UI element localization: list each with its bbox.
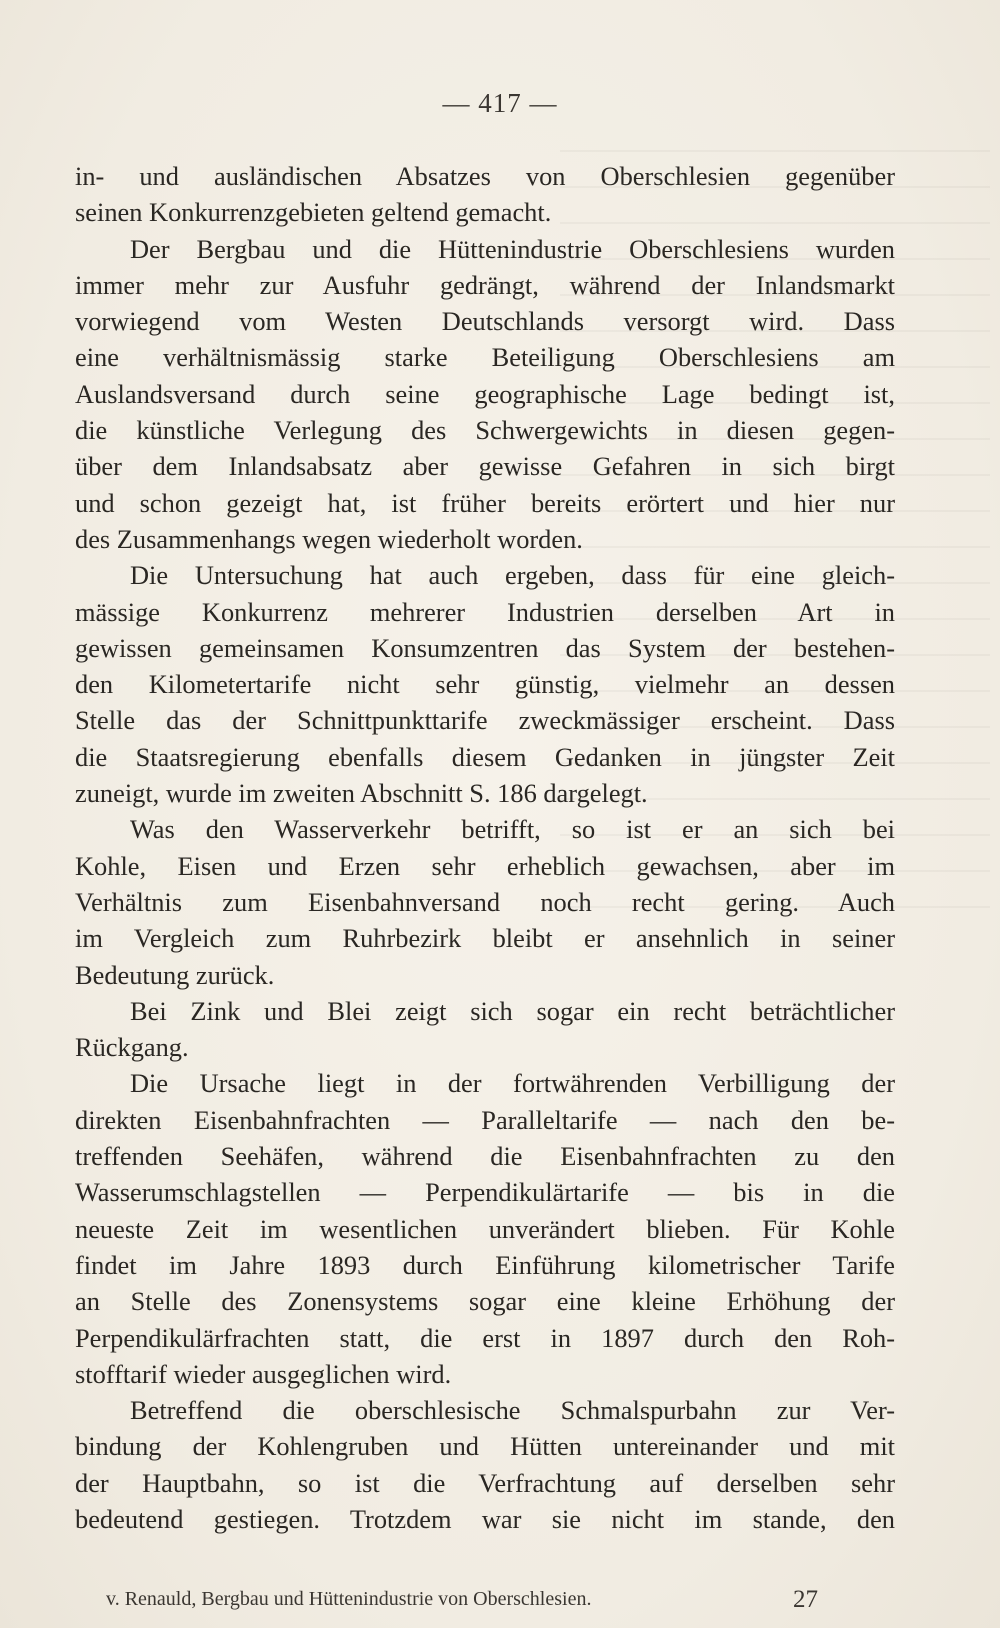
footer-signature: v. Renauld, Bergbau und Hüttenindustrie von Oberschlesien. [106,1588,592,1610]
text-line: direkten Eisenbahnfrachten — Paralleltarife — nach den be- [75,1104,895,1135]
body-text [75,158,895,1537]
text-line: Betreffend die oberschlesische Schmalspurbahn zur Ver- [130,1395,895,1426]
text-line: Was den Wasserverkehr betrifft, so ist er an sich bei [130,814,895,845]
text-line: an Stelle des Zonensystems sogar eine kleine Erhöhung der [75,1286,895,1317]
text-line: immer mehr zur Ausfuhr gedrängt, während der Inlandsmarkt [75,269,895,300]
text-line: den Kilometertarife nicht sehr günstig, vielmehr an dessen [75,669,895,700]
text-line: über dem Inlandsabsatz aber gewisse Gefahren in sich birgt [75,451,895,482]
text-line: des Zusammenhangs wegen wiederholt worden. [75,523,583,554]
text-line: bedeutend gestiegen. Trotzdem war sie nicht im stande, den [75,1503,895,1534]
text-line: bindung der Kohlengruben und Hütten untereinander und mit [75,1431,895,1462]
text-line: Auslandsversand durch seine geographische Lage bedingt ist, [75,378,895,409]
text-line: zuneigt, wurde im zweiten Abschnitt S. 186 dargelegt. [75,778,648,809]
text-line: Bedeutung zurück. [75,959,275,990]
text-line: treffenden Seehäfen, während die Eisenbahnfrachten zu den [75,1141,895,1172]
text-line: Verhältnis zum Eisenbahnversand noch recht gering. Auch [75,886,895,917]
text-line: in- und ausländischen Absatzes von Oberschlesien gegenüber [75,161,895,191]
page-number: — 417 — [442,88,558,118]
text-line: seinen Konkurrenzgebieten geltend gemacht. [75,197,552,228]
text-line: mässige Konkurrenz mehrerer Industrien derselben Art in [75,596,895,627]
text-line: und schon gezeigt hat, ist früher bereits erörtert und hier nur [75,487,895,518]
text-line: im Vergleich zum Ruhrbezirk bleibt er ansehnlich in seiner [75,923,895,954]
text-line: stofftarif wieder ausgeglichen wird. [75,1358,452,1389]
text-line: findet im Jahre 1893 durch Einführung kilometrischer Tarife [75,1249,895,1280]
text-line: neueste Zeit im wesentlichen unverändert blieben. Für Kohle [75,1213,895,1244]
text-line: Die Ursache liegt in der fortwährenden Verbilligung der [130,1068,895,1099]
text-line: Kohle, Eisen und Erzen sehr erheblich gewachsen, aber im [75,850,895,881]
text-line: Stelle das der Schnittpunkttarife zweckmässiger erscheint. Dass [75,705,895,736]
text-line: der Hauptbahn, so ist die Verfrachtung auf derselben sehr [75,1467,895,1498]
text-line: Wasserumschlagstellen — Perpendikulärtarife — bis in die [75,1177,895,1208]
text-line: Der Bergbau und die Hüttenindustrie Oberschlesiens wurden [130,233,895,264]
text-line: Bei Zink und Blei zeigt sich sogar ein recht beträchtlicher [130,995,895,1026]
text-line: Die Untersuchung hat auch ergeben, dass für eine gleich- [130,560,895,591]
text-line: Perpendikulärfrachten statt, die erst in 1897 durch den Roh- [75,1322,895,1353]
text-line: die Staatsregierung ebenfalls diesem Gedanken in jüngster Zeit [75,741,895,772]
text-line: Rückgang. [75,1032,189,1063]
text-line: die künstliche Verlegung des Schwergewichts in diesen gegen- [75,415,895,446]
text-line: vorwiegend vom Westen Deutschlands versorgt wird. Dass [75,306,895,337]
text-line: eine verhältnismässig starke Beteiligung Oberschlesiens am [75,342,895,373]
text-line: gewissen gemeinsamen Konsumzentren das System der bestehen- [75,632,895,663]
sheet-signature-number: 27 [793,1586,818,1613]
